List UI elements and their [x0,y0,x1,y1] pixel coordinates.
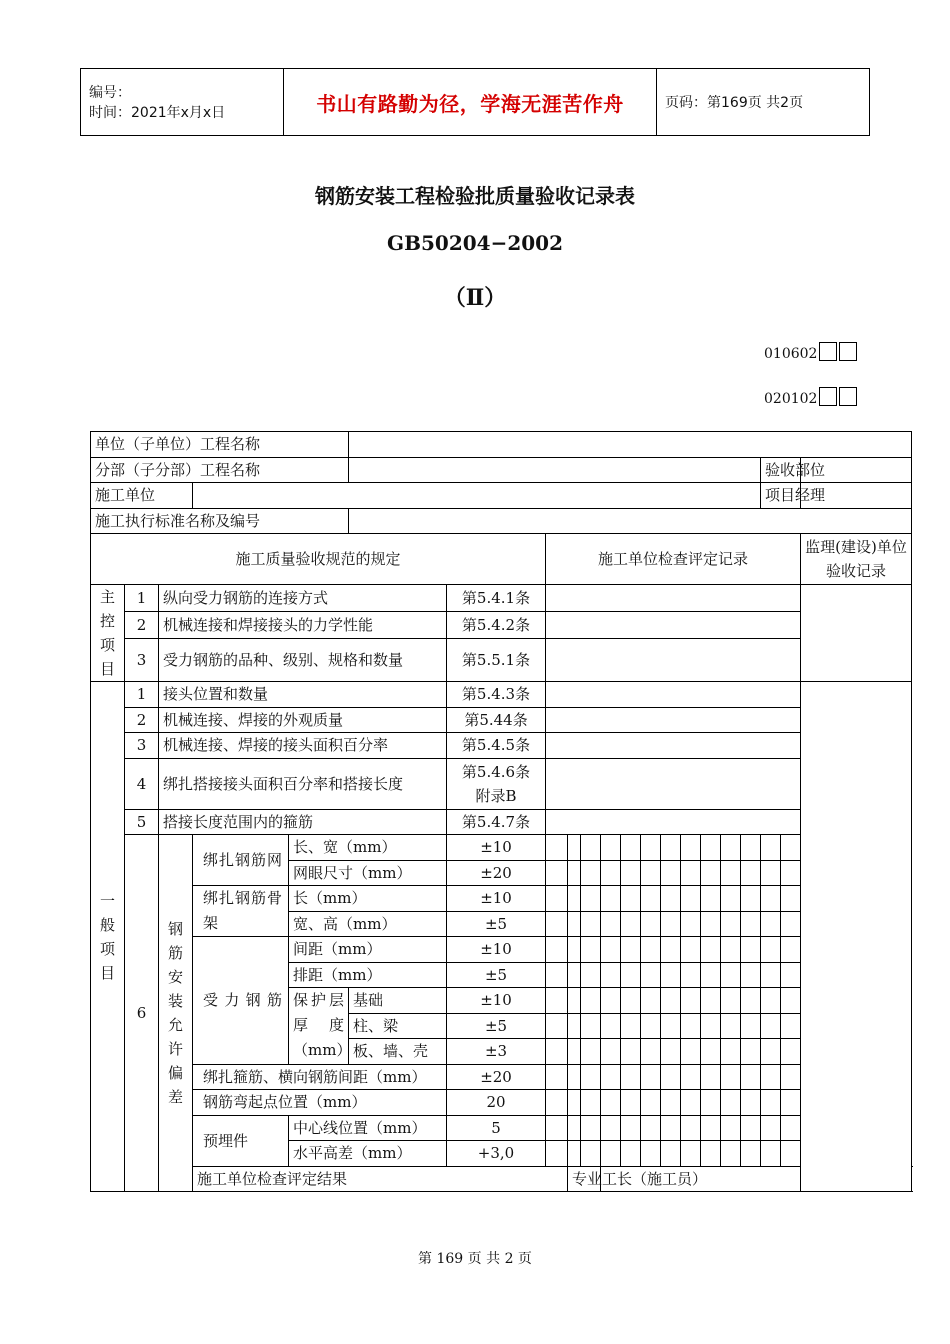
check-cell[interactable] [641,1039,661,1065]
check-cell[interactable] [621,988,641,1014]
item-no: 1 [125,585,159,612]
check-cell[interactable] [761,1013,781,1039]
check-cell[interactable] [761,1090,781,1116]
check-cell[interactable] [721,835,741,861]
table-row [91,585,912,612]
check-cell[interactable] [781,835,801,861]
tol-name: 绑扎箍筋、横向钢筋间距（mm） [193,1064,447,1090]
check-cell[interactable] [546,1115,568,1141]
tolerance-row [91,1115,912,1141]
check-cell[interactable] [641,937,661,963]
check-cell[interactable] [661,1064,681,1090]
check-cell[interactable] [581,1115,601,1141]
check-cell[interactable] [701,937,721,963]
check-cell[interactable] [761,886,781,912]
tol-name: 基础 [349,988,447,1014]
form-row [91,432,912,458]
check-cell[interactable] [701,860,721,886]
check-cell[interactable] [621,962,641,988]
check-cell[interactable] [581,1141,601,1167]
check-cell[interactable] [761,1039,781,1065]
check-cell[interactable] [568,860,581,886]
check-cell[interactable] [641,886,661,912]
item-no: 1 [125,682,159,708]
form-row [91,508,912,534]
check-cell[interactable] [721,1090,741,1116]
check-cell[interactable] [641,1141,661,1167]
col-check-header: 施工单位检查评定记录 [546,534,801,585]
check-cell[interactable] [621,911,641,937]
check-cell[interactable] [681,835,701,861]
check-cell[interactable] [641,860,661,886]
check-cell[interactable] [721,988,741,1014]
check-cell[interactable] [701,1064,721,1090]
check-cell[interactable] [568,1090,581,1116]
check-cell[interactable] [781,1141,801,1167]
foreman-label: 专业工长（施工员） [568,1166,601,1192]
check-cell[interactable] [568,1064,581,1090]
check-cell[interactable] [741,962,761,988]
check-cell[interactable] [641,1013,661,1039]
construction-unit-label: 施工单位 [91,483,193,509]
check-cell[interactable] [621,886,641,912]
col-spec-header: 施工质量验收规范的规定 [91,534,546,585]
signature-row [91,1166,912,1192]
check-cell[interactable] [568,1115,581,1141]
number-label: 编号： [89,85,131,101]
tol-name: 排距（mm） [289,962,447,988]
check-cell[interactable] [661,860,681,886]
item6-label: 钢筋安装允许偏差 [159,835,193,1192]
check-cell[interactable] [581,962,601,988]
check-cell[interactable] [741,1115,761,1141]
check-cell[interactable] [761,962,781,988]
item-name: 机械连接、焊接的接头面积百分率 [159,733,447,759]
check-cell[interactable] [761,937,781,963]
check-cell[interactable] [721,911,741,937]
tol-value: ±20 [447,860,546,886]
check-cell[interactable] [681,988,701,1014]
check-cell[interactable] [721,1115,741,1141]
document-header [80,68,870,136]
check-cell[interactable] [621,1039,641,1065]
check-cell[interactable] [761,1064,781,1090]
check-cell[interactable] [681,1039,701,1065]
check-cell[interactable] [721,962,741,988]
check-cell[interactable] [601,1115,621,1141]
code-box [839,387,857,406]
check-cell[interactable] [661,911,681,937]
item-clause-line: 第5.4.6条 [461,762,531,781]
check-cell[interactable] [741,911,761,937]
check-cell[interactable] [781,860,801,886]
tol-value: ±5 [447,911,546,937]
table-row [91,758,912,809]
check-cell[interactable] [721,1013,741,1039]
check-cell[interactable] [761,1141,781,1167]
check-cell[interactable] [661,1115,681,1141]
check-cell[interactable] [546,886,568,912]
table-row [91,733,912,759]
part-number: （Ⅱ） [443,285,507,311]
item-name: 接头位置和数量 [159,682,447,708]
check-cell[interactable] [681,1064,701,1090]
form-code-1 [764,342,857,362]
check-cell[interactable] [568,835,581,861]
column-header-row [91,534,912,585]
main-group-label: 主控项目 [91,585,125,682]
check-cell[interactable] [661,1013,681,1039]
tolerance-row [91,1090,912,1116]
check-cell[interactable] [681,937,701,963]
result-label: 施工单位检查评定结果 [193,1166,568,1192]
table-row [91,682,912,708]
check-cell[interactable] [701,1141,721,1167]
table-row [91,611,912,638]
check-cell[interactable] [701,835,721,861]
tol-name: 间距（mm） [289,937,447,963]
check-cell[interactable] [641,1064,661,1090]
check-cell[interactable] [741,860,761,886]
check-cell[interactable] [581,911,601,937]
check-cell[interactable] [581,860,601,886]
check-cell[interactable] [761,860,781,886]
check-cell[interactable] [781,886,801,912]
construction-unit-value[interactable] [193,483,761,509]
supervision-cell[interactable] [801,682,912,1192]
check-cell[interactable] [568,1013,581,1039]
item-name: 绑扎搭接接头面积百分率和搭接长度 [159,758,447,809]
check-cell[interactable] [581,1090,601,1116]
check-cell[interactable] [681,860,701,886]
check-cell[interactable] [601,937,621,963]
col-supervision-header: 监理(建设)单位验收记录 [801,534,912,585]
item-clause: 第5.4.2条 [447,611,546,638]
item-no: 2 [125,611,159,638]
table-row [91,638,912,681]
supervision-cell[interactable] [801,585,912,682]
check-cell[interactable] [621,937,641,963]
check-cell[interactable] [781,962,801,988]
check-cell[interactable] [601,835,621,861]
check-cell[interactable] [621,1013,641,1039]
item-name: 机械连接、焊接的外观质量 [159,707,447,733]
check-cell[interactable] [568,937,581,963]
check-cell[interactable] [741,1141,761,1167]
check-cell[interactable] [781,1115,801,1141]
table-row [91,707,912,733]
tol-value: ±3 [447,1039,546,1065]
check-cell[interactable] [781,1064,801,1090]
check-cell[interactable] [546,1013,568,1039]
check-cell[interactable] [601,1141,621,1167]
tol-name: 长、宽（mm） [289,835,447,861]
check-cell[interactable] [546,1039,568,1065]
division-name-label: 分部（子分部）工程名称 [91,457,349,483]
check-cell[interactable] [741,886,761,912]
check-cell[interactable] [721,1039,741,1065]
code-box [819,387,837,406]
check-cell[interactable] [621,1064,641,1090]
tol-value: ±10 [447,988,546,1014]
check-cell[interactable] [546,809,801,835]
check-cell[interactable] [741,1090,761,1116]
check-cell[interactable] [701,1039,721,1065]
check-cell[interactable] [568,962,581,988]
check-cell[interactable] [661,988,681,1014]
check-cell[interactable] [681,911,701,937]
check-cell[interactable] [681,962,701,988]
check-cell[interactable] [546,988,568,1014]
check-cell[interactable] [621,1115,641,1141]
check-cell[interactable] [568,1141,581,1167]
item-clause: 第5.5.1条 [447,638,546,681]
check-cell[interactable] [546,860,568,886]
table-row [91,809,912,835]
check-cell[interactable] [681,1090,701,1116]
tolerance-row [91,886,912,912]
tolerance-row [91,835,912,861]
check-cell[interactable] [721,1141,741,1167]
check-cell[interactable] [781,911,801,937]
check-cell[interactable] [581,1064,601,1090]
check-cell[interactable] [601,1013,621,1039]
check-cell[interactable] [741,1064,761,1090]
check-cell[interactable] [661,835,681,861]
check-cell[interactable] [781,1039,801,1065]
check-cell[interactable] [781,988,801,1014]
tol-value: ±10 [447,937,546,963]
check-cell[interactable] [546,638,801,681]
header-meta [81,69,284,136]
check-cell[interactable] [546,1064,568,1090]
check-cell[interactable] [701,962,721,988]
check-cell[interactable] [641,911,661,937]
check-cell[interactable] [641,1090,661,1116]
check-cell[interactable] [661,1039,681,1065]
tol-name: 钢筋弯起点位置（mm） [193,1090,447,1116]
check-cell[interactable] [546,911,568,937]
tol-name: 中心线位置（mm） [289,1115,447,1141]
check-cell[interactable] [601,1039,621,1065]
check-cell[interactable] [641,1115,661,1141]
check-cell[interactable] [681,1013,701,1039]
item-no: 5 [125,809,159,835]
check-cell[interactable] [601,860,621,886]
check-cell[interactable] [621,1090,641,1116]
check-cell[interactable] [568,988,581,1014]
check-cell[interactable] [546,611,801,638]
time-line: 时间：2021年x月x日 [89,105,226,121]
tol-value: +3,0 [447,1141,546,1167]
check-cell[interactable] [701,1013,721,1039]
item-no: 3 [125,638,159,681]
general-group-label: 一般项目 [91,682,125,1192]
check-cell[interactable] [601,988,621,1014]
check-cell[interactable] [721,860,741,886]
page-footer: 第 169 页 共 2 页 [418,1251,532,1267]
item-clause [447,758,546,809]
check-cell[interactable] [741,835,761,861]
check-cell[interactable] [701,988,721,1014]
check-cell[interactable] [601,911,621,937]
check-cell[interactable] [546,937,568,963]
check-cell[interactable] [661,937,681,963]
check-cell[interactable] [621,835,641,861]
check-cell[interactable] [546,1090,568,1116]
check-cell[interactable] [741,988,761,1014]
form-code-text: 020102 [764,391,818,407]
tol-name: 网眼尺寸（mm） [289,860,447,886]
tol-value: 5 [447,1115,546,1141]
item-name: 受力钢筋的品种、级别、规格和数量 [159,638,447,681]
check-cell[interactable] [681,886,701,912]
tol-value: ±20 [447,1064,546,1090]
check-cell[interactable] [641,988,661,1014]
check-cell[interactable] [546,682,801,708]
code-box [819,342,837,361]
item-clause: 第5.44条 [447,707,546,733]
check-cell[interactable] [661,1141,681,1167]
acceptance-part-label: 验收部位 [761,457,801,483]
tol-name: 板、墙、壳 [349,1039,447,1065]
division-name-value[interactable] [349,457,761,483]
cage-label: 绑扎钢筋骨架 [193,886,289,937]
check-cell[interactable] [546,733,801,759]
form-code-2 [764,387,857,407]
header-slogan: 书山有路勤为径，学海无涯苦作舟 [284,69,657,136]
check-cell[interactable] [546,835,568,861]
standard-value[interactable] [349,508,912,534]
check-cell[interactable] [581,937,601,963]
check-cell[interactable] [761,988,781,1014]
check-cell[interactable] [601,1064,621,1090]
check-cell[interactable] [741,937,761,963]
tolerance-row [91,937,912,963]
item-clause: 第5.4.5条 [447,733,546,759]
tol-name: 柱、梁 [349,1013,447,1039]
check-cell[interactable] [661,886,681,912]
unit-name-label: 单位（子单位）工程名称 [91,432,349,458]
header-page: 页码：第169页 共2页 [657,69,870,136]
check-cell[interactable] [546,707,801,733]
item-no: 3 [125,733,159,759]
form-code-text: 010602 [764,346,818,362]
acceptance-form-table [90,431,912,1192]
unit-name-value[interactable] [349,432,912,458]
check-cell[interactable] [721,937,741,963]
check-cell[interactable] [568,1039,581,1065]
check-cell[interactable] [721,1064,741,1090]
form-row [91,483,912,509]
check-cell[interactable] [781,937,801,963]
check-cell[interactable] [701,1090,721,1116]
check-cell[interactable] [581,1013,601,1039]
check-cell[interactable] [741,1039,761,1065]
item-name: 搭接长度范围内的箍筋 [159,809,447,835]
check-cell[interactable] [761,835,781,861]
standard-code: GB50204−2002 [387,231,563,255]
check-cell[interactable] [621,1141,641,1167]
tol-name: 水平高差（mm） [289,1141,447,1167]
check-cell[interactable] [581,886,601,912]
tol-value: ±10 [447,835,546,861]
check-cell[interactable] [601,962,621,988]
check-cell[interactable] [661,962,681,988]
check-cell[interactable] [781,1090,801,1116]
tol-name: 宽、高（mm） [289,911,447,937]
check-cell[interactable] [701,911,721,937]
check-cell[interactable] [641,835,661,861]
check-cell[interactable] [641,962,661,988]
item-name: 纵向受力钢筋的连接方式 [159,585,447,612]
check-cell[interactable] [761,911,781,937]
check-cell[interactable] [761,1115,781,1141]
check-cell[interactable] [781,1013,801,1039]
tol-value: ±10 [447,886,546,912]
check-cell[interactable] [701,886,721,912]
embedded-label: 预埋件 [193,1115,289,1166]
check-cell[interactable] [568,886,581,912]
check-cell[interactable] [661,1090,681,1116]
item-no: 6 [125,835,159,1192]
check-cell[interactable] [568,911,581,937]
check-cell[interactable] [681,1141,701,1167]
check-cell[interactable] [546,585,801,612]
check-cell[interactable] [581,1039,601,1065]
tol-name: 长（mm） [289,886,447,912]
check-cell[interactable] [546,962,568,988]
stressed-bar-label: 受力钢筋 [193,937,289,1065]
cover-label: 保护层厚度（mm） [289,988,349,1065]
check-cell[interactable] [681,1115,701,1141]
tol-value: ±5 [447,962,546,988]
item-clause: 第5.4.1条 [447,585,546,612]
project-manager-label: 项目经理 [761,483,801,509]
mesh-label: 绑扎钢筋网 [193,835,289,886]
item-no: 4 [125,758,159,809]
form-row [91,457,912,483]
code-box [839,342,857,361]
tol-value: ±5 [447,1013,546,1039]
check-cell[interactable] [721,886,741,912]
item-clause: 第5.4.3条 [447,682,546,708]
item-no: 2 [125,707,159,733]
item-clause: 第5.4.7条 [447,809,546,835]
check-cell[interactable] [741,1013,761,1039]
document-title: 钢筋安装工程检验批质量验收记录表 [315,184,635,208]
check-cell[interactable] [601,1090,621,1116]
item-name: 机械连接和焊接接头的力学性能 [159,611,447,638]
check-cell[interactable] [581,835,601,861]
check-cell[interactable] [581,988,601,1014]
check-cell[interactable] [701,1115,721,1141]
check-cell[interactable] [621,860,641,886]
standard-label: 施工执行标准名称及编号 [91,508,349,534]
check-cell[interactable] [601,886,621,912]
check-cell[interactable] [546,758,801,809]
tol-value: 20 [447,1090,546,1116]
item-clause-appendix: 附录B [475,786,517,805]
check-cell[interactable] [546,1141,568,1167]
tolerance-row [91,1064,912,1090]
